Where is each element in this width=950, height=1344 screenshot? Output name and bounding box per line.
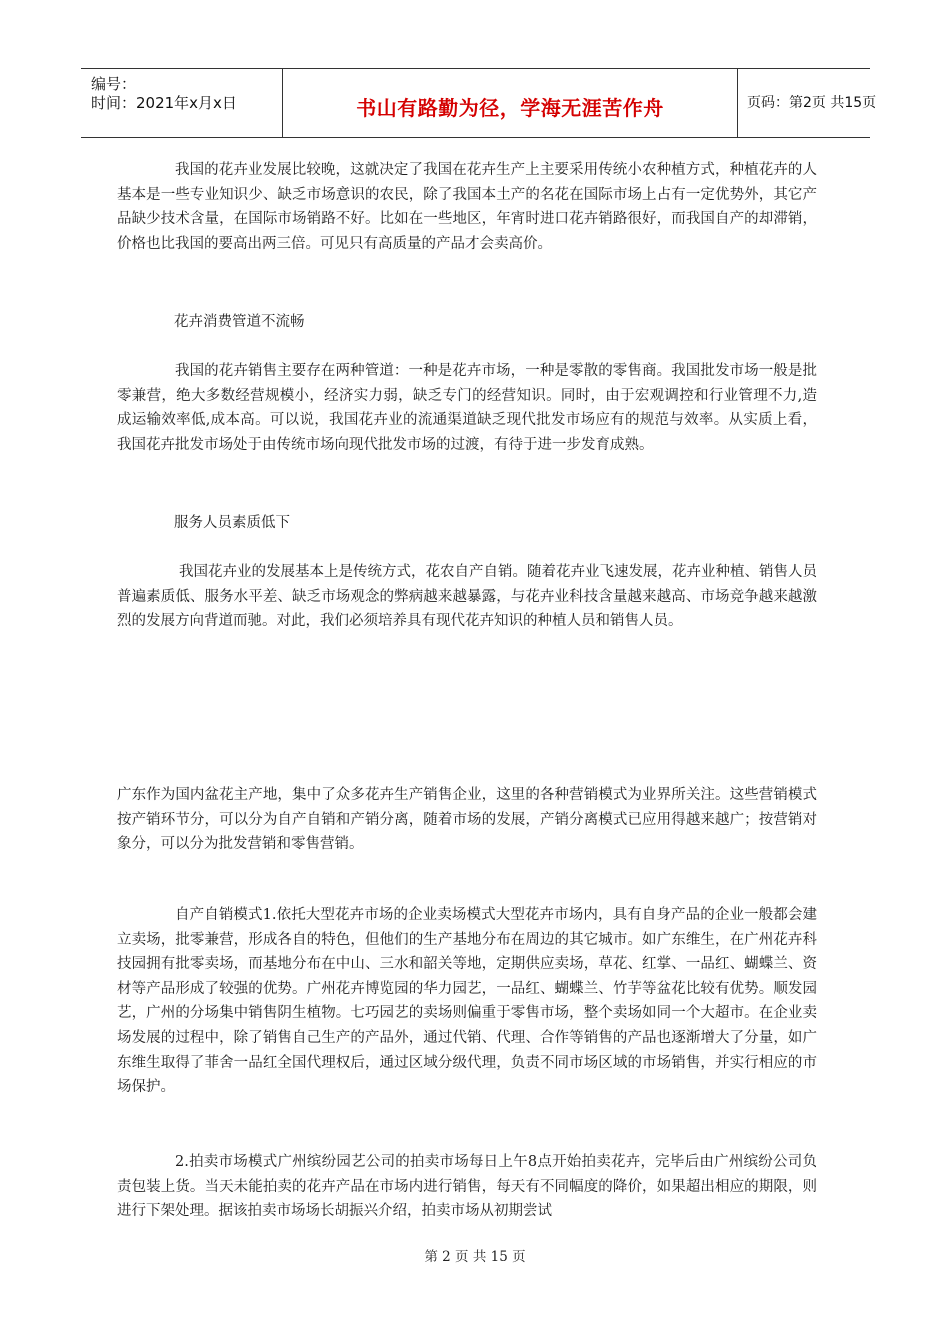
paragraph-flower-industry-late-development: 我国的花卉业发展比较晚，这就决定了我国在花卉生产上主要采用传统小农种植方式，种植花卉的人基本是一些专业知识少、缺乏市场意识的农民，除了我国本土产的名花在国际市场上占有一定优势外，其它产品缺少技术含量，在国际市场销路不好。比如在一些地区，年宵时进口花卉销路很好，而我国自产的却滞销，价格也比我国的要高出两三倍。可见只有高质量的产品才会卖高价。 (117, 162, 817, 252)
header-meta-cell (81, 69, 281, 137)
header-page-number: 页码：第2页 共15页 (747, 95, 877, 111)
section-heading-consumption-channels: 花卉消费管道不流畅 (174, 314, 305, 330)
document-number-label: 编号： (91, 75, 137, 93)
document-header (81, 68, 877, 138)
paragraph-staff-quality: 我国花卉业的发展基本上是传统方式，花农自产自销。随着花卉业飞速发展，花卉业种植、销售人员普遍素质低、服务水平差、缺乏市场观念的弊病越来越暴露，与花卉业科技含量越来越高、市场竞争越来越激烈的发展方向背道而驰。对此，我们必须培养具有现代花卉知识的种植人员和销售人员。 (117, 564, 817, 630)
page-footer: 第 2 页 共 15 页 (424, 1249, 526, 1265)
paragraph-guangdong-marketing: 广东作为国内盆花主产地，集中了众多花卉生产销售企业，这里的各种营销模式为业界所关注。这些营销模式按产销环节分，可以分为自产自销和产销分离，随着市场的发展，产销分离模式已应用得越来越广；按营销对象分，可以分为批发营销和零售营销。 (117, 787, 817, 853)
paragraph-self-production-sales-model: 自产自销模式1.依托大型花卉市场的企业卖场模式大型花卉市场内，具有自身产品的企业一般都会建立卖场，批零兼营，形成各自的特色，但他们的生产基地分布在周边的其它城市。如广东维生，在广州花卉科技园拥有批零卖场，而基地分布在中山、三水和韶关等地，定期供应卖场，草花、红掌、一品红、蝴蝶兰、资材等产品形成了较强的优势。广州花卉博览园的华力园艺，一品红、蝴蝶兰、竹芋等盆花比较有优势。顺发园艺，广州的分场集中销售阴生植物。七巧园艺的卖场则偏重于零售市场，整个卖场如同一个大超市。在企业卖场发展的过程中，除了销售自己生产的产品外，通过代销、代理、合作等销售的产品也逐渐增大了分量，如广东维生取得了菲舍一品红全国代理权后，通过区域分级代理，负责不同市场区域的市场销售，并实行相应的市场保护。 (117, 907, 817, 1096)
motto-text: 书山有路勤为径，学海无涯苦作舟 (356, 96, 664, 120)
section-heading-staff-quality: 服务人员素质低下 (174, 515, 290, 531)
header-motto-cell (282, 69, 738, 137)
header-page-cell (737, 69, 877, 137)
paragraph-auction-market-model: 2.拍卖市场模式广州缤纷园艺公司的拍卖市场每日上午8点开始拍卖花卉，完毕后由广州缤纷公司负责包装上货。当天未能拍卖的花卉产品在市场内进行销售，每天有不同幅度的降价，如果超出相应的期限，则进行下架处理。据该拍卖市场场长胡振兴介绍，拍卖市场从初期尝试 (117, 1154, 817, 1220)
paragraph-sales-channels: 我国的花卉销售主要存在两种管道：一种是花卉市场，一种是零散的零售商。我国批发市场一般是批零兼营，绝大多数经营规模小，经济实力弱，缺乏专门的经营知识。同时，由于宏观调控和行业管理不力,造成运输效率低,成本高。可以说，我国花卉业的流通渠道缺乏现代批发市场应有的规范与效率。从实质上看，我国花卉批发市场处于由传统市场向现代批发市场的过渡，有待于进一步发育成熟。 (117, 363, 817, 453)
document-date-label: 时间：2021年x月x日 (91, 94, 237, 112)
